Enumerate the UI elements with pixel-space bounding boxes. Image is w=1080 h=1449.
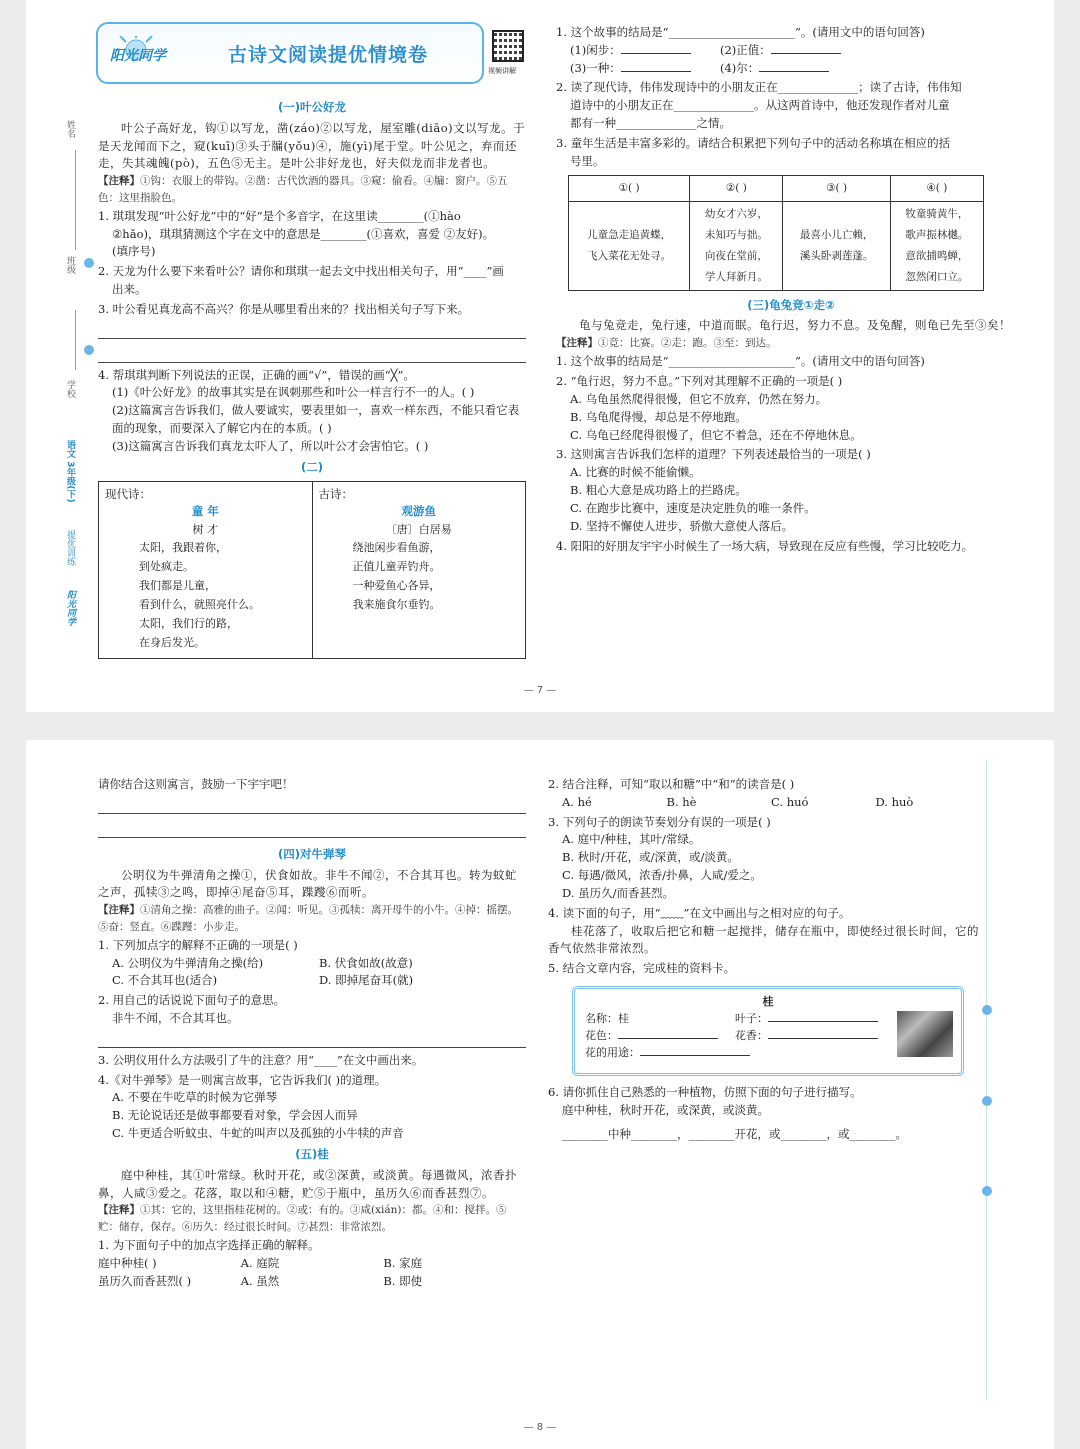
card-title: 桂 [762, 994, 774, 1008]
option[interactable]: C. 在跑步比赛中，速度是决定胜负的唯一条件。 [570, 500, 816, 515]
option[interactable]: A. hé [562, 794, 592, 809]
card-scent: 花香： [735, 1027, 878, 1044]
option[interactable]: D. 虽历久/而香甚烈。 [562, 885, 674, 900]
poem-line: 正值儿童弄钓舟。 [352, 560, 441, 574]
card-leaf: 叶子： [735, 1010, 878, 1027]
binding-hole [84, 345, 94, 355]
option-row [548, 794, 980, 812]
option[interactable]: D. 即掉尾奋耳(就) [319, 973, 414, 988]
poem-author: 树 才 [192, 523, 218, 537]
poem-line: 看到什么，就照亮什么。 [139, 598, 260, 612]
option[interactable]: B. 无论说话还是做事都要看对象，学会因人而异 [112, 1108, 358, 1123]
question-5: 5. 结合文章内容，完成桂的资料卡。 [548, 961, 736, 976]
passage-text: 庭中种桂，其①叶常绿。秋时开花，或②深黄，或淡黄。每遇微风，浓香扑鼻，人咸③爱之。花落，取以和④糖，贮⑤于瓶中，虽历久⑥而香甚烈⑦。 [98, 1167, 517, 1200]
activity-table [568, 175, 984, 291]
annotation: 【注释】①清角之操：高雅的曲子。②闻：听见。③孤犊：离开母牛的小牛。④掉：摇摆。⑤奋：竖直。⑥蹀躞：小步走。 [98, 904, 518, 933]
header-banner [96, 22, 484, 84]
binding-hole [982, 1005, 992, 1015]
question-3: 3. 叶公看见真龙高不高兴？你是从哪里看出来的？找出相关句子写下来。 [98, 301, 470, 316]
card-name: 名称：桂 [585, 1011, 629, 1025]
poem-line: 到处疯走。 [139, 560, 194, 574]
page-8 [26, 740, 1054, 1449]
page-7 [26, 0, 1054, 712]
poem-line: 太阳，我跟着你， [139, 541, 227, 555]
fill-in-blank[interactable]: ________中种________，________开花，或________，或________。 [562, 1126, 907, 1141]
quoted-sentence: 庭中种桂，秋时开花，或深黄，或淡黄。 [562, 1102, 769, 1117]
option[interactable]: C. 不合其耳也(适合) [112, 973, 218, 988]
option-row [98, 1273, 526, 1291]
binding-hole [84, 258, 94, 268]
table-cell: 儿童急走追黄蝶， 飞入菜花无处寻。 [569, 201, 690, 290]
question-3: 3. 童年生活是丰富多彩的。请结合积累把下列句子中的活动名称填在相应的括 号里。 [556, 135, 951, 168]
sentence: 虽历久而香甚烈( ) [98, 1273, 192, 1288]
answer-line[interactable] [98, 818, 526, 838]
question-1: 1. 这个故事的结局是“______________________”。(请用文中的语句回答) [556, 354, 925, 369]
poem-author: 〔唐〕白居易 [385, 523, 452, 537]
option[interactable]: C. 乌龟已经爬得很慢了，但它不着急，还在不停地休息。 [570, 427, 862, 442]
q4-item: (1)《叶公好龙》的故事其实是在讽刺那些和叶公一样言行不一的人。( ) [112, 385, 475, 400]
table-head[interactable]: ④( ) [890, 175, 983, 201]
side-class-label: 班级 [64, 256, 75, 274]
option-row [98, 955, 526, 973]
q1-row: (1)闲步： (2)正值： [556, 42, 1026, 60]
page-title: 古诗文阅读提优情境卷 [228, 44, 429, 66]
poem-line: 我来施食尔垂钓。 [352, 598, 441, 612]
option[interactable]: B. 即使 [383, 1273, 423, 1288]
q1-row: (3)一种： (4)尔： [556, 60, 1026, 78]
right-column [556, 22, 1026, 682]
option[interactable]: B. hè [666, 794, 697, 809]
option-row [98, 972, 526, 990]
answer-line[interactable] [98, 794, 526, 814]
option[interactable]: A. 比赛的时候不能偷懒。 [570, 465, 701, 480]
annotation: 【注释】①其：它的，这里指桂花树的。②或：有的。③咸(xián)：都。④和：搅拌。⑤贮：储存，保存。⑥历久：经过很长时间。⑦甚烈：非常浓烈。 [98, 1204, 507, 1233]
side-school-label: 学校 [64, 380, 75, 398]
table-head[interactable]: ②( ) [690, 175, 783, 201]
poem-line: 我们都是儿童， [139, 579, 216, 593]
margin-rule [986, 760, 987, 1400]
binding-hole [982, 1186, 992, 1196]
question-2: 2. 用自己的话说说下面句子的意思。 [98, 993, 286, 1008]
quoted-sentence: 桂花落了，收取后把它和糖一起搅拌，储存在瓶中，即使经过很长时间，它的香气依然非常浓烈。 [548, 923, 979, 956]
poem-label: 古诗： [318, 486, 353, 501]
option[interactable]: B. 家庭 [383, 1255, 423, 1270]
card-use: 花的用途： [585, 1044, 951, 1061]
table-cell: 最喜小儿亡赖， 溪头卧剥莲蓬。 [783, 201, 890, 290]
question-2: 2. 结合注释，可知“取以和糖”中“和”的读音是( ) [548, 777, 795, 791]
poem-label: 现代诗： [105, 486, 151, 501]
poem-box [98, 481, 526, 659]
side-name-label: 姓名 [64, 120, 75, 138]
answer-line[interactable] [98, 343, 526, 363]
poem-line: 太阳，我们行的路， [139, 617, 238, 631]
question-1: 1. 为下面句子中的加点字选择正确的解释。 [98, 1237, 320, 1252]
option[interactable]: B. 乌龟爬得慢，却总是不停地跑。 [570, 409, 747, 424]
card-color: 花色： [585, 1027, 735, 1044]
section-title: (四)对牛弹琴 [277, 846, 346, 861]
section-title: (二) [300, 459, 323, 474]
annotation: 【注释】①钩：衣服上的带钩。②凿：古代饮酒的器具。③窥：偷看。④牖：窗户。⑤五色：这里指脸色。 [98, 175, 508, 204]
question-3: 3. 公明仪用什么方法吸引了牛的注意？用“____”在文中画出来。 [98, 1052, 424, 1067]
option[interactable]: C. 牛更适合听蚊虫、牛虻的叫声以及孤独的小牛犊的声音 [112, 1126, 404, 1141]
right-column [548, 774, 980, 1414]
option[interactable]: B. 伏食如故(故意) [319, 955, 413, 970]
intro-prompt: 请你结合这则寓言，鼓励一下宇宇吧！ [98, 777, 294, 791]
question-2: 2. 天龙为什么要下来看叶公？请你和琪琪一起去文中找出相关句子，用“____”画 出来。 [98, 264, 504, 297]
annotation: 【注释】①竞：比赛。②走：跑。③至：到达。 [556, 337, 777, 350]
table-cell: 牧童骑黄牛， 歌声振林樾。 意欲捕鸣蝉， 忽然闭口立。 [890, 201, 983, 290]
table-cell: 幼女才六岁， 未知巧与拙。 向夜在堂前， 学人拜新月。 [690, 201, 783, 290]
option[interactable]: A. 不要在牛吃草的时候为它弹琴 [112, 1090, 278, 1105]
option-row [98, 1255, 526, 1273]
question-2: 2. “龟行迟，努力不息。”下列对其理解不正确的一项是( ) [556, 374, 843, 389]
passage-text: 公明仪为牛弹清角之操①，伏食如故。非牛不闻②，不合其耳也。转为蚊虻之声，孤犊③之鸣，即掉④尾奋⑤耳，蹀躞⑥而听。 [98, 867, 517, 900]
passage-text: 叶公子高好龙，钩①以写龙，凿(záo)②以写龙，屋室雕(diāo)文以写龙。于是天龙闻而下之，窥(kuī)③头于牖(yǒu)④，施(yì)尾于堂。叶公见之，弃而还走，失其魂魄(pò)，五色⑤无主。是叶公非好龙也，好夫似龙而非龙者也。 [98, 120, 526, 171]
qr-label: 视频讲解 [488, 67, 516, 75]
option[interactable]: A. 公明仪为牛弹清角之操(给) [112, 955, 264, 970]
question-6: 6. 请你抓住自己熟悉的一种植物，仿照下面的句子进行描写。 [548, 1084, 862, 1099]
option[interactable]: B. 粗心大意是成功路上的拦路虎。 [570, 483, 747, 498]
page-number: — 8 — [523, 1421, 557, 1433]
poem-title: 观游鱼 [401, 504, 436, 519]
question-2: 2. 读了现代诗，伟伟发现诗中的小朋友正在______________；读了古诗，伟伟知 道诗中的小朋友正在______________。从这两首诗中，他还发现作者对儿童 都有一种______________之情。 [556, 80, 962, 131]
question-3: 3. 下列句子的朗读节奏划分有误的一项是( ) [548, 814, 771, 829]
q4-item: (2)这篇寓言告诉我们，做人要诚实，要表里如一，喜欢一样东西，不能只看它表面的现象，而要深入了解它内在的本质。( ) [112, 403, 520, 436]
question-1: 1. 下列加点字的解释不正确的一项是( ) [98, 937, 298, 952]
question-4: 4.《对牛弹琴》是一则寓言故事，它告诉我们( )的道理。 [98, 1072, 387, 1087]
osmanthus-photo [897, 1011, 953, 1057]
binding-hole [982, 1096, 992, 1106]
option[interactable]: A. 虽然 [240, 1273, 280, 1288]
option[interactable]: D. 坚持不懈使人进步，骄傲大意使人落后。 [570, 518, 794, 533]
option[interactable]: C. 每遇/微风，浓香/扑鼻，人咸/爱之。 [562, 868, 762, 883]
question-4: 4. 阳阳的好朋友宇宇小时候生了一场大病，导致现在反应有些慢，学习比较吃力。 [556, 538, 974, 553]
q4-item: (3)这篇寓言告诉我们真龙太吓人了，所以叶公才会害怕它。( ) [112, 438, 429, 453]
answer-line[interactable] [98, 319, 526, 339]
poem-line: 绕池闲步看鱼游， [352, 541, 441, 555]
section-title: (五)桂 [295, 1146, 329, 1161]
poem-line: 一种爱鱼心各异， [352, 579, 441, 593]
option[interactable]: C. huó [771, 794, 809, 809]
option[interactable]: D. huò [875, 794, 914, 809]
question-1: 1. 琪琪发现“叶公好龙”中的“好”是个多音字，在这里读________(①hào ②hǎo)，琪琪猜测这个字在文中的意思是________(①喜欢，喜爱 ②友好)。 (填序号) [98, 208, 495, 259]
left-column [98, 96, 526, 686]
option[interactable]: A. 庭中/种桂，其叶/常绿。 [562, 832, 701, 847]
answer-line[interactable] [98, 1028, 526, 1048]
question-1: 1. 这个故事的结局是“______________________”。(请用文中的语句回答) [556, 25, 925, 39]
side-book-label: 语文 3年级(下) [64, 440, 75, 503]
logo-text: 阳光同学 [110, 48, 166, 64]
poem-line: 在身后发光。 [139, 636, 205, 650]
page-number: — 7 — [523, 684, 557, 696]
qr-code-icon[interactable] [492, 30, 524, 62]
option[interactable]: A. 庭院 [240, 1255, 280, 1270]
poem-title: 童 年 [191, 504, 219, 519]
sentence: 庭中种桂( ) [98, 1255, 157, 1270]
modern-poem [99, 482, 313, 658]
side-logo: 阳光同学 [64, 590, 75, 626]
quoted-sentence: 非牛不闻，不合其耳也。 [112, 1011, 239, 1026]
table-head[interactable]: ③( ) [783, 175, 890, 201]
info-card [572, 986, 964, 1076]
question-3: 3. 这则寓言告诉我们怎样的道理？下列表述最恰当的一项是( ) [556, 447, 871, 462]
side-series-label: 提优训练 [64, 530, 75, 566]
question-4: 4. 帮琪琪判断下列说法的正误，正确的画“√”，错误的画“╳”。 [98, 367, 415, 382]
ancient-poem [313, 482, 526, 658]
option[interactable]: A. 乌龟虽然爬得很慢，但它不放弃，仍然在努力。 [570, 392, 828, 407]
table-head[interactable]: ①( ) [569, 175, 690, 201]
passage-text: 龟与兔竞走，兔行速，中道而眠。龟行迟，努力不息。及兔醒，则龟已先至③矣！ [579, 318, 1011, 333]
option[interactable]: B. 秋时/开花，或/深黄，或/淡黄。 [562, 850, 739, 865]
side-divider [75, 150, 76, 250]
section-title: (一)叶公好龙 [277, 100, 346, 114]
question-4: 4. 读下面的句子，用“﹏﹏”在文中画出与之相对应的句子。 [548, 905, 851, 920]
left-column [98, 774, 526, 1414]
section-title: (三)龟兔竞①走② [747, 297, 835, 312]
side-divider [75, 310, 76, 370]
